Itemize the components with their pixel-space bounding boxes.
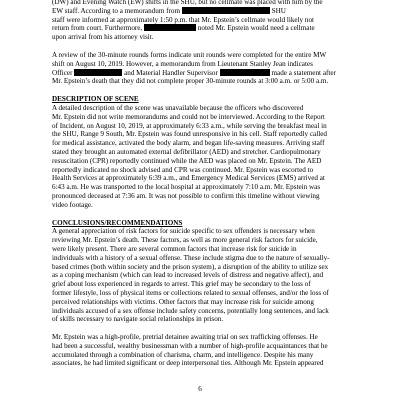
text-segment: Officer	[52, 68, 73, 77]
text-line: upon arrival from his attorney visit.	[52, 33, 154, 42]
text-line: individuals with a history of a sexual offense. These include stigma due to the nature of sexually-	[52, 253, 330, 262]
text-line: video footage.	[52, 200, 93, 209]
rounds-paragraph	[52, 51, 357, 86]
cellmate-paragraph	[52, 0, 357, 42]
text-line: reportedly indicated no shock advised and CPR was continued. Mr. Epstein was escorted to	[52, 165, 314, 174]
text-segment: return from court. Furthermore,	[52, 24, 143, 33]
text-line: resuscitation (CPR) reportedly continued while the AED was placed on Mr. Epstein. The AED	[52, 156, 322, 165]
text-line: reviewing Mr. Epstein’s death. These factors, as well as more general risk factors for suicide,	[52, 236, 318, 245]
page-number: 6	[198, 385, 202, 393]
text-segment: SHU	[271, 6, 286, 15]
text-line: of Incident, on August 10, 2019, at approximately 6:33 a.m., while serving the breakfast meal in	[52, 121, 327, 130]
redaction-block	[182, 7, 270, 14]
text-line-with-redaction	[52, 7, 357, 16]
document-body	[52, 0, 357, 377]
text-line-with-redaction	[52, 24, 357, 33]
text-segment: and Material Handler Supervisor	[124, 68, 218, 77]
text-line: A general appreciation of risk factors for suicide specific to sex offenders is necessary when	[52, 227, 315, 236]
text-segment: EW staff. According to a memorandum from	[52, 6, 181, 15]
redaction-block	[144, 24, 196, 31]
text-line: pronounced deceased at 7:36 am. It was not possible to confirm this timeline without viewing	[52, 191, 320, 200]
text-line: 6:43 a.m. He was transported to the local hospital at approximately 7:10 a.m. Mr. Epstein was	[52, 183, 321, 192]
text-line: individuals accused of a sex offense include safety concerns, potentially long sentences, and lack	[52, 306, 329, 315]
text-line: (DW) and Evening Watch (EW) shifts in the SHU, but no cellmate was placed with him by the	[52, 0, 323, 6]
text-segment: noted Mr. Epstein would need a cellmate	[197, 24, 315, 33]
conclusions-paragraph	[52, 227, 357, 324]
text-line: associates, he had limited significant or deep interpersonal ties. Although Mr. Epstein appeared	[52, 359, 324, 368]
text-line: A detailed description of the scene was unavailable because the officers who discovered	[52, 103, 304, 112]
scene-paragraph	[52, 104, 357, 210]
text-line: grief about loss experienced in regards to arrest. This grief may be secondary to the loss of	[52, 280, 311, 289]
text-line: accumulated through a combination of charisma, charm, and intelligence. Despite his many	[52, 350, 314, 359]
text-segment: made a statement after	[271, 68, 336, 77]
text-line: Mr. Epstein was a high-profile, pretrial detainee awaiting trial on sex trafficking offenses. He	[52, 333, 318, 342]
text-line-with-redaction	[52, 69, 357, 78]
text-line: A review of the 30-minute rounds forms indicate unit rounds were completed for the entire MW	[52, 50, 327, 59]
redaction-block	[74, 69, 122, 76]
scene-heading: DESCRIPTION OF SCENE	[52, 95, 139, 104]
profile-paragraph	[52, 333, 357, 368]
redaction-block	[220, 69, 270, 76]
text-line: the SHU, Range 9 South, Mr. Epstein was found unresponsive in his cell. Staff reportedly called	[52, 130, 327, 139]
text-line: perceived relationships with victims. Other factors that may increase risk for suicide among	[52, 297, 314, 306]
text-line: staff were informed at approximately 1:50 p.m. that Mr. Epstein’s cellmate would likely not	[52, 15, 315, 24]
text-line: of skills necessary to navigate social relationships in prison.	[52, 315, 224, 324]
text-line: shift on August 10, 2019. However, a memorandum from Lieutenant Stanley Jean indicates	[52, 59, 313, 68]
conclusions-heading: CONCLUSIONS/RECOMMENDATIONS	[52, 218, 183, 227]
text-line: had been a successful, wealthy businessman with a number of high-profile acquaintances that he	[52, 341, 328, 350]
text-line: for medical assistance, activated the body alarm, and began life-saving measures. Arriving staff	[52, 139, 325, 148]
text-line: Health Services at approximately 6:39 a.m., and Emergency Medical Services (EMS) arrived at	[52, 174, 325, 183]
text-line: stated they brought an automated external defibrillator (AED) and stretcher. Cardiopulmonary	[52, 147, 321, 156]
text-line: former lifestyle, loss of physical items or collections related to sexual offenses, and/or the loss of	[52, 288, 329, 297]
text-line: based crimes (both within society and the prison system), a disruption of the ability to utilize sex	[52, 262, 329, 271]
text-line: Mr. Epstein’s death that they did not complete proper 30-minute rounds at 3:00 a.m. or 5:00 a.m.	[52, 77, 329, 86]
text-line: Mr. Epstein did not write memorandums and could not be interviewed. According to the Report	[52, 112, 325, 121]
text-line: as a coping mechanism (which can lead to increased levels of distress and negative affect), and	[52, 271, 324, 280]
text-line: were likely present. There are several common factors that increase risk for suicide in	[52, 244, 297, 253]
